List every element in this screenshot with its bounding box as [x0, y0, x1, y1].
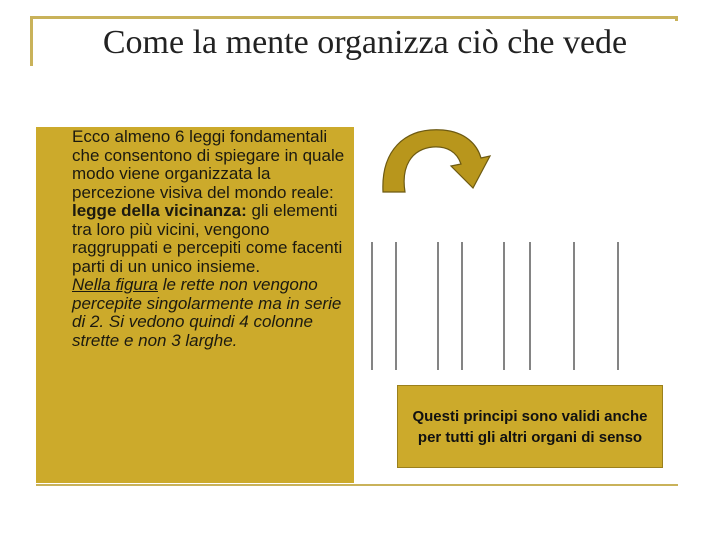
title-top-rule [32, 16, 676, 19]
vertical-lines-figure [366, 232, 662, 374]
title-right-rule [675, 16, 678, 21]
law-text: gli elementi tra loro più vicini, vengono raggruppati e percepiti come facenti parti di un unico insieme. [72, 201, 343, 276]
callout-box: Questi principi sono validi anche per tutti gli altri organi di senso [397, 385, 663, 468]
body-text [72, 128, 358, 350]
law-paragraph [72, 202, 358, 276]
bottom-rule [36, 484, 678, 486]
title-left-rule [30, 16, 33, 66]
slide-title: Come la mente organizza ciò che vede [102, 24, 628, 61]
figure-description: le rette non vengono percepite singolarmente ma in serie di 2. Si vedono quindi 4 colonne strette e non 3 larghe. [72, 275, 342, 350]
figure-paragraph [72, 276, 358, 350]
figure-reference: Nella figura [72, 275, 158, 294]
intro-paragraph: Ecco almeno 6 leggi fondamentali che consentono di spiegare in quale modo viene organizzata la percezione visiva del mondo reale: [72, 127, 345, 202]
curved-arrow-icon [373, 122, 493, 194]
law-label: legge della vicinanza: [72, 201, 247, 220]
